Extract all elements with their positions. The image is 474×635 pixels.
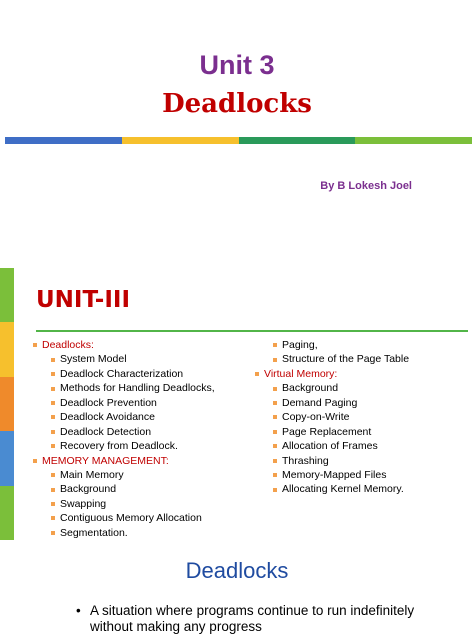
heading-divider [36, 330, 468, 332]
bullet-icon [51, 516, 55, 520]
contents-item-label: Deadlock Detection [60, 425, 152, 438]
bullet-icon [273, 430, 277, 434]
contents-item [33, 396, 215, 410]
contents-item-label: Background [282, 382, 339, 395]
bullet-icon [51, 444, 55, 448]
contents-item-label: Page Replacement [282, 425, 372, 438]
contents-item-label: Segmentation. [60, 526, 128, 539]
bullet-icon [273, 401, 277, 405]
bullet-icon [273, 473, 277, 477]
bullet-icon [273, 387, 277, 391]
strip-segment [0, 431, 14, 485]
bullet-icon [33, 459, 37, 463]
contents-heading: UNIT-III [36, 287, 131, 313]
bullet-icon [273, 444, 277, 448]
contents-item-label: Demand Paging [282, 396, 358, 409]
contents-item [33, 526, 215, 540]
bullet-icon [33, 343, 37, 347]
contents-item-label: Allocation of Frames [282, 440, 378, 453]
bullet-icon [273, 343, 277, 347]
contents-item [33, 439, 215, 453]
contents-item [33, 381, 215, 395]
strip-segment [0, 486, 14, 540]
bullet-icon [51, 473, 55, 477]
color-bar-segment [122, 137, 239, 144]
title-slide [0, 0, 474, 238]
deadlocks-slide [0, 548, 474, 632]
contents-item-label: System Model [60, 353, 127, 366]
contents-item-label: Structure of the Page Table [282, 353, 410, 366]
contents-item-label: Thrashing [282, 454, 329, 467]
color-bar-segment [5, 137, 122, 144]
bullet-icon [51, 358, 55, 362]
contents-item-label: Main Memory [60, 468, 124, 481]
contents-item-label: Swapping [60, 497, 107, 510]
contents-item-label: MEMORY MANAGEMENT: [42, 454, 169, 467]
contents-item [255, 425, 409, 439]
contents-item [255, 352, 409, 366]
contents-item [33, 511, 215, 525]
deadlocks-definition-bullet: • A situation where programs continue to run indefinitely without making any progress [76, 603, 460, 635]
bullet-icon [273, 415, 277, 419]
contents-item [33, 352, 215, 366]
contents-item-label: Copy-on-Write [282, 411, 350, 424]
bullet-icon [255, 372, 259, 376]
contents-item-label: Deadlock Characterization [60, 367, 184, 380]
contents-item [255, 381, 409, 395]
contents-item [255, 468, 409, 482]
contents-item [255, 396, 409, 410]
color-divider-bar [5, 137, 472, 144]
contents-item [33, 425, 215, 439]
bullet-icon [51, 415, 55, 419]
contents-item-label: Allocating Kernel Memory. [282, 483, 404, 496]
strip-segment [0, 268, 14, 322]
strip-segment [0, 322, 14, 376]
contents-item-label: Deadlock Avoidance [60, 411, 155, 424]
contents-item [33, 454, 215, 468]
bullet-icon [51, 387, 55, 391]
contents-item [33, 468, 215, 482]
bullet-icon [51, 401, 55, 405]
bullet-icon [51, 430, 55, 434]
bullet-icon [51, 531, 55, 535]
contents-item-label: Recovery from Deadlock. [60, 440, 178, 453]
contents-item-label: Deadlocks: [42, 339, 94, 351]
slide-subtitle: Deadlocks [162, 89, 312, 119]
contents-slide [0, 238, 474, 548]
bullet-icon [273, 459, 277, 463]
contents-item [255, 410, 409, 424]
bullet-icon [51, 372, 55, 376]
bullet-icon [51, 502, 55, 506]
contents-item-label: Methods for Handling Deadlocks, [60, 382, 215, 395]
contents-item-label: Memory-Mapped Files [282, 468, 387, 481]
bullet-icon [273, 358, 277, 362]
author-credit: By B Lokesh Joel [320, 180, 412, 192]
bullet-icon [273, 488, 277, 492]
contents-item-label: Virtual Memory: [264, 367, 338, 380]
contents-item-label: Contiguous Memory Allocation [60, 512, 202, 525]
slide-title: Unit 3 [199, 50, 275, 80]
left-color-strip [0, 268, 14, 540]
color-bar-segment [239, 137, 356, 144]
contents-item [255, 439, 409, 453]
contents-item-label: Background [60, 483, 117, 496]
contents-right-column [255, 338, 409, 497]
contents-item [33, 338, 215, 352]
strip-segment [0, 377, 14, 431]
deadlocks-title: Deadlocks [185, 558, 289, 583]
contents-item [255, 367, 409, 381]
contents-item [33, 497, 215, 511]
contents-item [255, 482, 409, 496]
contents-item-label: Paging, [282, 339, 318, 351]
color-bar-segment [355, 137, 472, 144]
contents-item [33, 410, 215, 424]
bullet-icon [51, 488, 55, 492]
contents-item [33, 482, 215, 496]
contents-item [255, 338, 409, 352]
contents-item [255, 454, 409, 468]
contents-item [33, 367, 215, 381]
contents-item-label: Deadlock Prevention [60, 396, 157, 409]
contents-left-column [33, 338, 215, 540]
